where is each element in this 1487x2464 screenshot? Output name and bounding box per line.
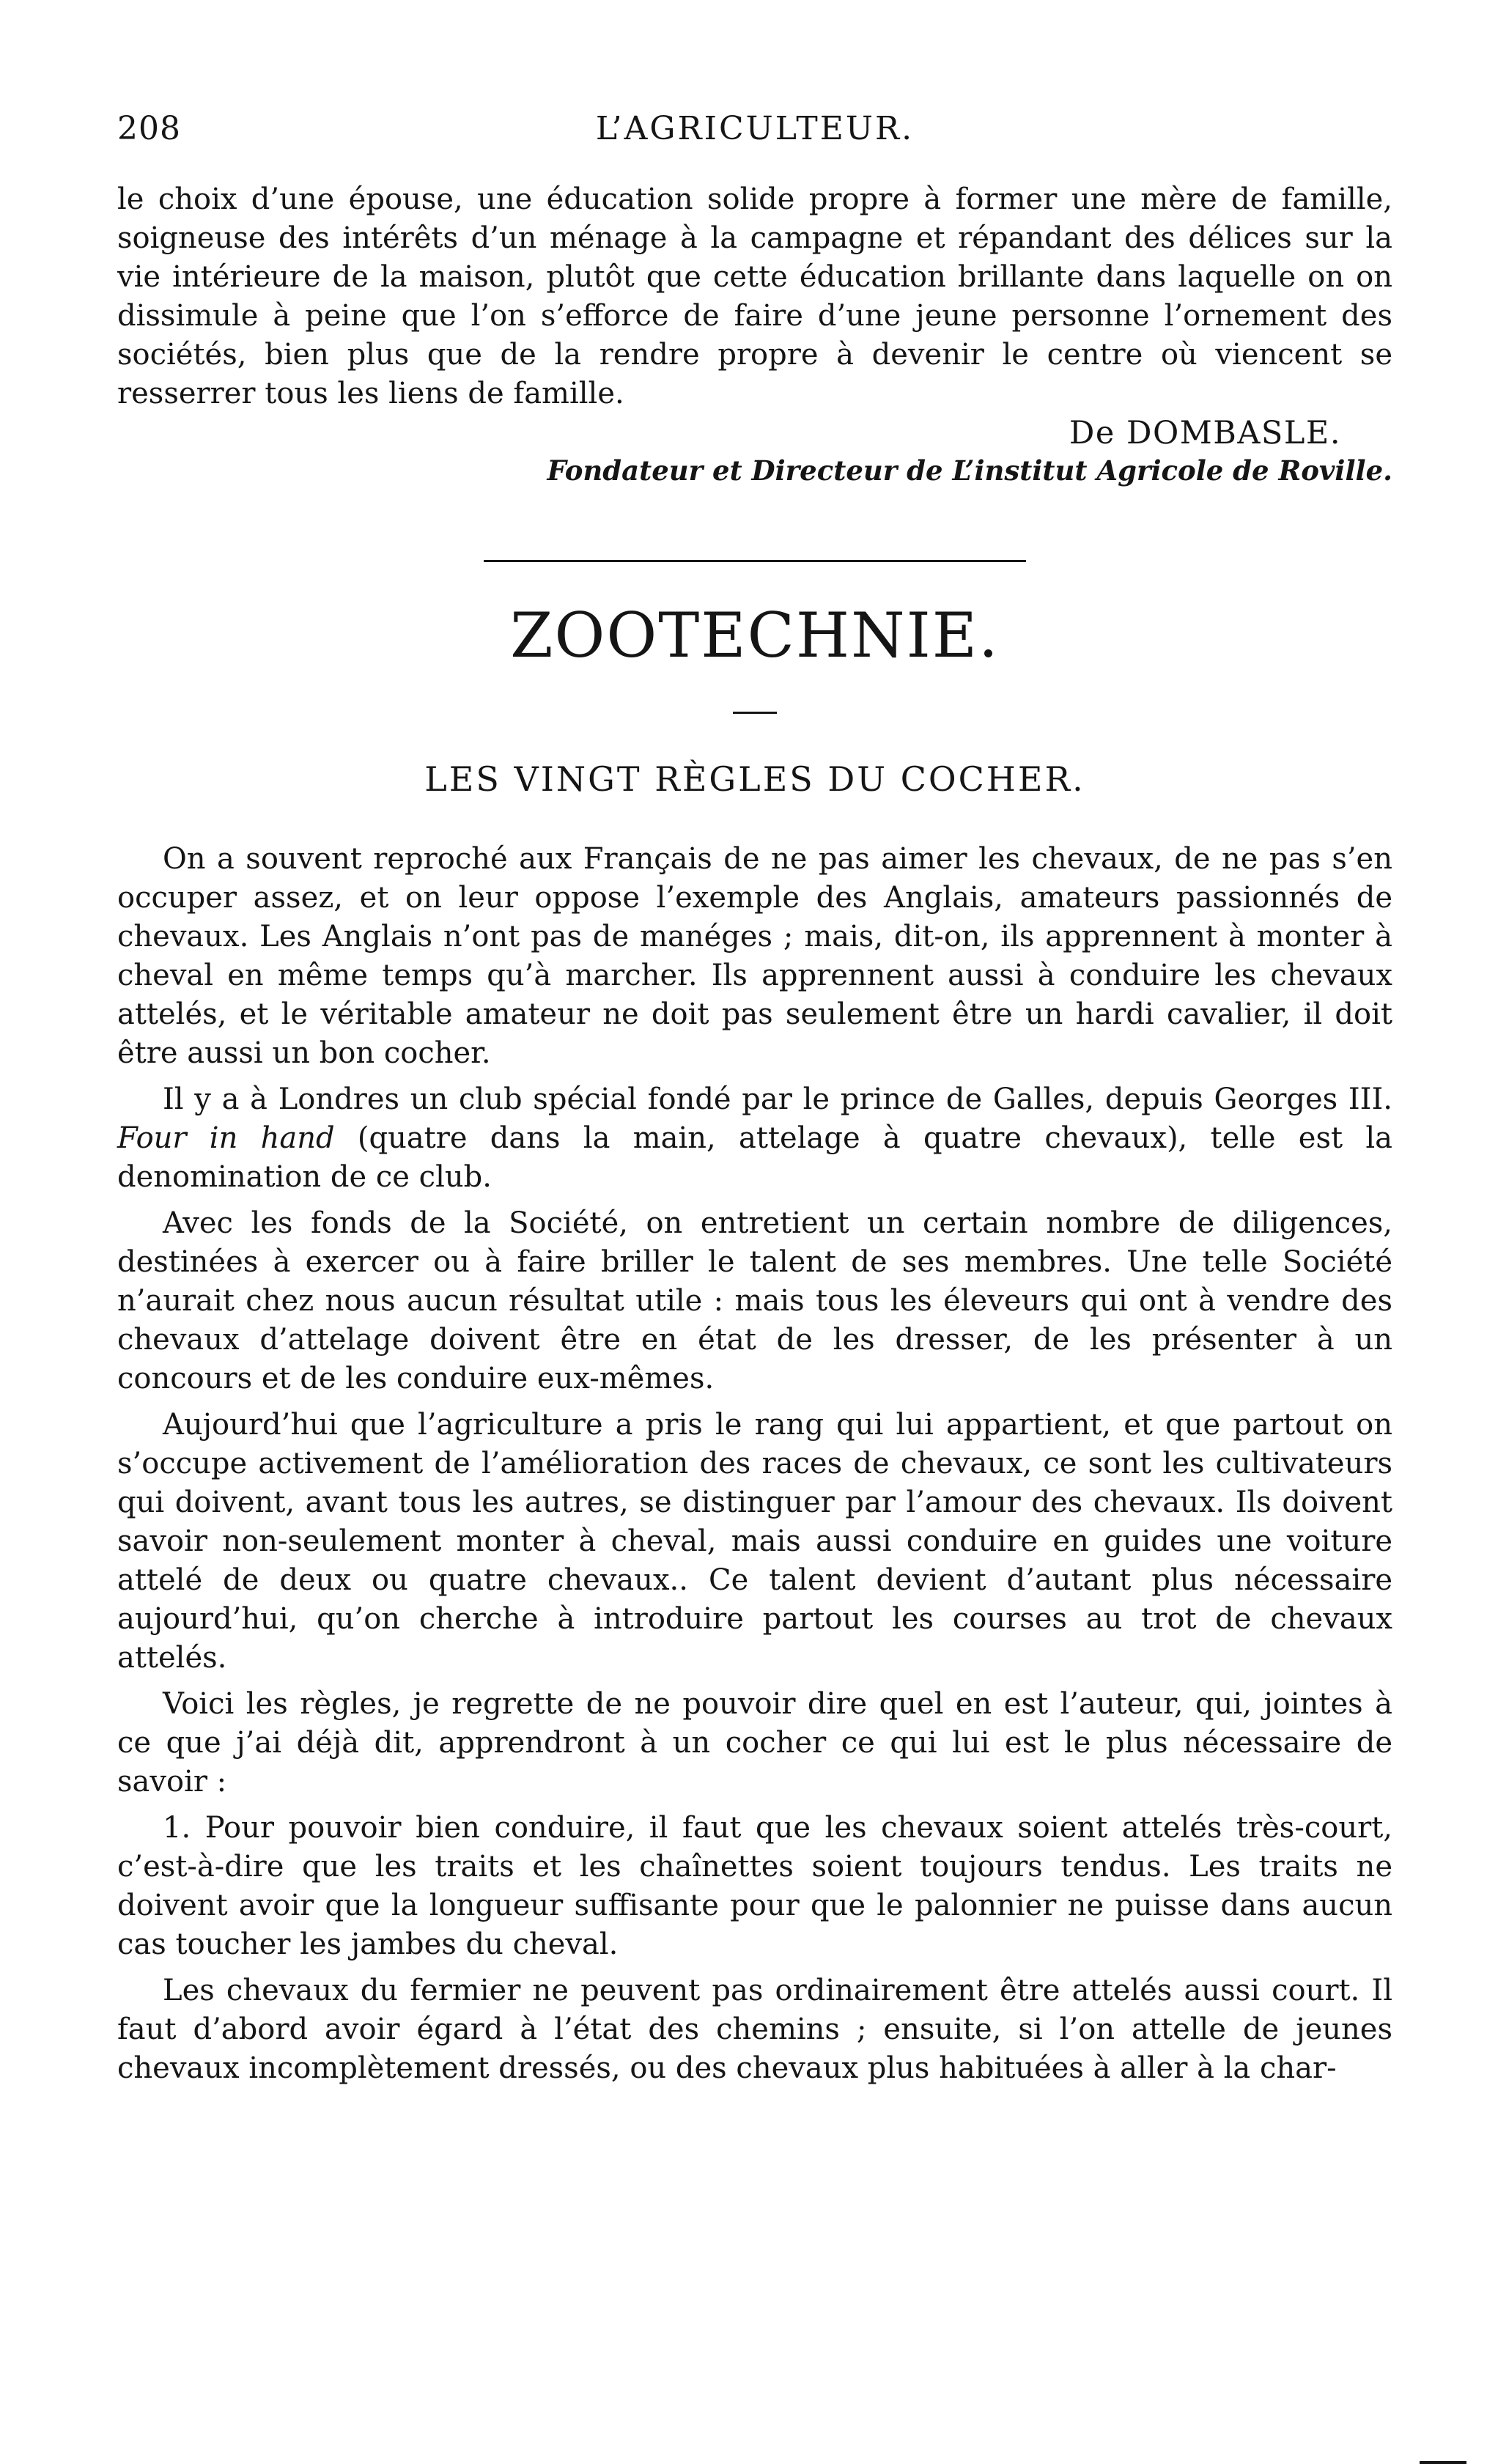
page-number: 208 bbox=[117, 110, 181, 147]
page-edge-mark bbox=[1420, 2461, 1466, 2464]
paragraph-2 bbox=[117, 1080, 1392, 1197]
running-title: L’AGRICULTEUR. bbox=[595, 110, 915, 147]
article-title: LES VINGT RÈGLES DU COCHER. bbox=[424, 759, 1085, 799]
signature-title: Fondateur et Directeur de L’institut Agricole de Roville. bbox=[547, 454, 1392, 487]
section-divider bbox=[484, 560, 1026, 562]
club-name-italic: Four in hand bbox=[117, 1121, 335, 1155]
page-header bbox=[117, 110, 1392, 161]
title-rule bbox=[733, 712, 777, 714]
paragraph-4: Aujourd’hui que l’agriculture a pris le rang qui lui appartient, et que partout on s’occupe activement de l’amélioration des races de chevaux, ce sont les cultivateurs qui doivent, avant tous les autres, se distinguer par l’amour des chevaux. Ils doivent savoir non-seulement monter à cheval, mais aussi conduire en guides une voiture attelé de deux ou quatre chevaux.. Ce talent devient d’autant plus nécessaire aujourd’hui, qu’on cherche à introduire partout les courses au trot de chevaux attelés. bbox=[117, 1408, 1392, 1675]
document-page bbox=[117, 110, 1392, 2095]
section-title: ZOOTECHNIE. bbox=[510, 600, 1000, 671]
signature-name: De DOMBASLE. bbox=[1069, 415, 1341, 451]
paragraph-3: Avec les fonds de la Société, on entretient un certain nombre de diligences, destinées à exercer ou à faire briller le talent de ses membres. Une telle Société n’aurait chez nous aucun résultat utile : mais tous les éleveurs qui ont à vendre des chevaux d’attelage doivent être en état de les dresser, de les présenter à un concours et de les conduire eux-mêmes. bbox=[117, 1206, 1392, 1395]
paragraph-2-text-after-italic: (quatre dans la main, attelage à quatre chevaux), telle est la denomination de ce club. bbox=[117, 1121, 1392, 1194]
continued-paragraph: le choix d’une épouse, une éducation solide propre à former une mère de famille, soigneuse des intérêts d’un ménage à la campagne et répandant des délices sur la vie intérieure de la maison, plutôt que cette éducation brillante dans laquelle on on dissimule à peine que l’on s’efforce de faire d’une jeune personne l’ornement des sociétés, bien plus que de la rendre propre à devenir le centre où viencent se resserrer tous les liens de famille. bbox=[117, 182, 1392, 410]
paragraph-2-text-before-italic: Il y a à Londres un club spécial fondé par le prince de Galles, depuis Georges III. bbox=[163, 1082, 1392, 1116]
paragraph-5: Voici les règles, je regrette de ne pouvoir dire quel en est l’auteur, qui, jointes à ce que j’ai déjà dit, apprendront à un cocher ce qui lui est le plus nécessaire de savoir : bbox=[117, 1687, 1392, 1799]
paragraph-7: Les chevaux du fermier ne peuvent pas ordinairement être attelés aussi court. Il faut d’abord avoir égard à l’état des chemins ; ensuite, si l’on attelle de jeunes chevaux incomplètement dressés, ou des chevaux plus habituées à aller à la char- bbox=[117, 1974, 1392, 2085]
paragraph-1: On a souvent reproché aux Français de ne pas aimer les chevaux, de ne pas s’en occuper assez, et on leur oppose l’exemple des Anglais, amateurs passionnés de chevaux. Les Anglais n’ont pas de manéges ; mais, dit-on, ils apprennent à monter à cheval en même temps qu’à marcher. Ils apprennent aussi à conduire les chevaux attelés, et le véritable amateur ne doit pas seulement être un hardi cavalier, il doit être aussi un bon cocher. bbox=[117, 842, 1392, 1070]
rule-1-paragraph: 1. Pour pouvoir bien conduire, il faut que les chevaux soient attelés très-court, c’est-à-dire que les traits et les chaînettes soient toujours tendus. Les traits ne doivent avoir que la longueur suffisante pour que le palonnier ne puisse dans aucun cas toucher les jambes du cheval. bbox=[117, 1811, 1392, 1961]
